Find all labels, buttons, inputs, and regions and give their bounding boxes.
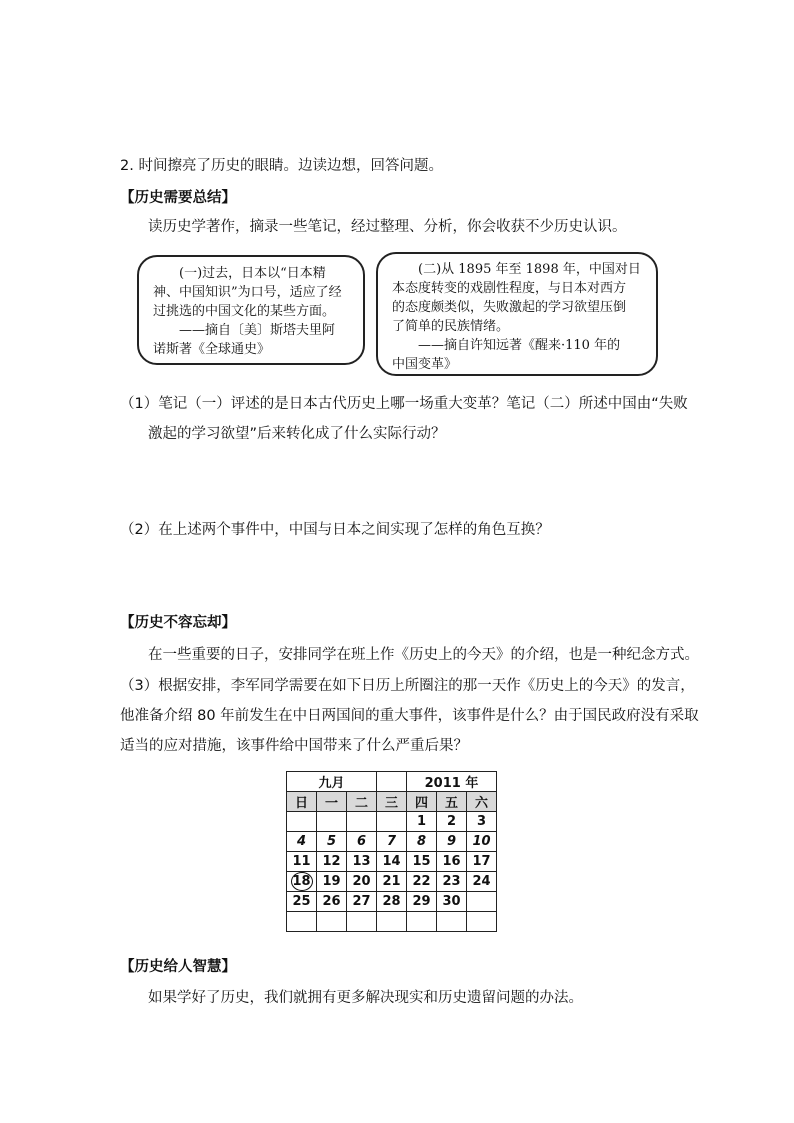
calendar-day: 15 — [407, 852, 437, 872]
question-3-line-3: 适当的应对措施，该事件给中国带来了什么严重后果？ — [120, 738, 468, 754]
note-one-bubble — [137, 255, 365, 365]
calendar-week-row — [287, 912, 497, 932]
weekday-label: 三 — [377, 792, 407, 812]
calendar-blank — [377, 772, 407, 792]
note-one-source: 诺斯著《全球通史》 — [153, 342, 271, 357]
question-3-line-2: 他准备介绍 80 年前发生在中日两国间的重大事件，该事件是什么？由于国民政府没有采取 — [120, 708, 699, 724]
question-3-line-1: （3）根据安排，李军同学需要在如下日历上所圈注的那一天作《历史上的今天》的发言， — [120, 678, 695, 694]
calendar-day — [377, 912, 407, 932]
section-intro-summary: 读历史学著作，摘录一些笔记，经过整理、分析，你会收获不少历史认识。 — [148, 219, 627, 235]
question-1-line-1: （1）笔记（一）评述的是日本古代历史上哪一场重大变革？笔记（二）所述中国由“失败 — [120, 396, 688, 412]
weekday-label: 一 — [317, 792, 347, 812]
weekday-label: 日 — [287, 792, 317, 812]
calendar-day: 1 — [407, 812, 437, 832]
calendar-day: 4 — [287, 832, 317, 852]
calendar-day: 17 — [467, 852, 497, 872]
calendar-day: 5 — [317, 832, 347, 852]
note-two-source: ——摘自许知远著《醒来·110 年的 — [418, 338, 621, 353]
question-2: （2）在上述两个事件中，中国与日本之间实现了怎样的角色互换？ — [120, 522, 550, 538]
calendar — [286, 771, 497, 932]
calendar-day: 13 — [347, 852, 377, 872]
weekday-label: 六 — [467, 792, 497, 812]
calendar-day: 27 — [347, 892, 377, 912]
section-heading-remember: 【历史不容忘却】 — [120, 615, 236, 631]
note-two-line: 本态度转变的戏剧性程度，与日本对西方 — [392, 281, 627, 296]
calendar-day — [287, 912, 317, 932]
section-heading-summary: 【历史需要总结】 — [120, 190, 236, 206]
section-intro-wisdom: 如果学好了历史，我们就拥有更多解决现实和历史遗留问题的办法。 — [148, 990, 583, 1006]
calendar-week-row — [287, 832, 497, 852]
calendar-day: 3 — [467, 812, 497, 832]
calendar-day: 28 — [377, 892, 407, 912]
calendar-day — [317, 812, 347, 832]
section-intro-remember: 在一些重要的日子，安排同学在班上作《历史上的今天》的介绍，也是一种纪念方式。 — [148, 647, 699, 663]
calendar-day: 14 — [377, 852, 407, 872]
calendar-day: 20 — [347, 872, 377, 892]
question-1-line-2: 激起的学习欲望”后来转化成了什么实际行动？ — [148, 426, 446, 442]
calendar-day: 24 — [467, 872, 497, 892]
note-one-source: ——摘自〔美〕斯塔夫里阿 — [179, 323, 336, 338]
calendar-day: 6 — [347, 832, 377, 852]
calendar-day — [317, 912, 347, 932]
note-two-line: (二)从 1895 年至 1898 年，中国对日 — [418, 262, 641, 277]
note-one-line: (一)过去，日本以“日本精 — [179, 266, 326, 281]
calendar-day — [377, 812, 407, 832]
calendar-day: 22 — [407, 872, 437, 892]
note-two-line: 了简单的民族情绪。 — [392, 319, 510, 334]
calendar-day — [347, 912, 377, 932]
calendar-day: 21 — [377, 872, 407, 892]
calendar-week-row — [287, 812, 497, 832]
section-heading-wisdom: 【历史给人智慧】 — [120, 959, 236, 975]
calendar-day: 10 — [467, 832, 497, 852]
calendar-year: 2011 年 — [407, 772, 497, 792]
calendar-day: 2 — [437, 812, 467, 832]
calendar-day: 9 — [437, 832, 467, 852]
note-two-source: 中国变革》 — [392, 357, 458, 372]
calendar-day: 30 — [437, 892, 467, 912]
calendar-day: 7 — [377, 832, 407, 852]
calendar-day — [407, 912, 437, 932]
calendar-day: 29 — [407, 892, 437, 912]
calendar-weekday-row — [287, 792, 497, 812]
calendar-day: 25 — [287, 892, 317, 912]
calendar-day: 26 — [317, 892, 347, 912]
calendar-week-row — [287, 872, 497, 892]
note-one-line: 过挑选的中国文化的某些方面。 — [153, 304, 336, 319]
calendar-day: 23 — [437, 872, 467, 892]
circled-day-mark: 18 — [292, 874, 311, 889]
calendar-day: 8 — [407, 832, 437, 852]
weekday-label: 四 — [407, 792, 437, 812]
calendar-day — [347, 812, 377, 832]
calendar-day: 19 — [317, 872, 347, 892]
calendar-day — [287, 812, 317, 832]
calendar-day — [467, 912, 497, 932]
calendar-month: 九月 — [287, 772, 377, 792]
calendar-day-circled — [287, 872, 317, 892]
calendar-day: 16 — [437, 852, 467, 872]
note-two-line: 的态度颇类似，失败激起的学习欲望压倒 — [392, 300, 627, 315]
calendar-week-row — [287, 852, 497, 872]
calendar-day: 12 — [317, 852, 347, 872]
calendar-day — [437, 912, 467, 932]
calendar-day — [467, 892, 497, 912]
weekday-label: 二 — [347, 792, 377, 812]
question-2-intro: 2. 时间擦亮了历史的眼睛。边读边想，回答问题。 — [120, 158, 443, 174]
note-one-line: 神、中国知识”为口号，适应了经 — [153, 285, 342, 300]
weekday-label: 五 — [437, 792, 467, 812]
note-two-bubble — [376, 252, 658, 376]
calendar-day: 11 — [287, 852, 317, 872]
calendar-week-row — [287, 892, 497, 912]
